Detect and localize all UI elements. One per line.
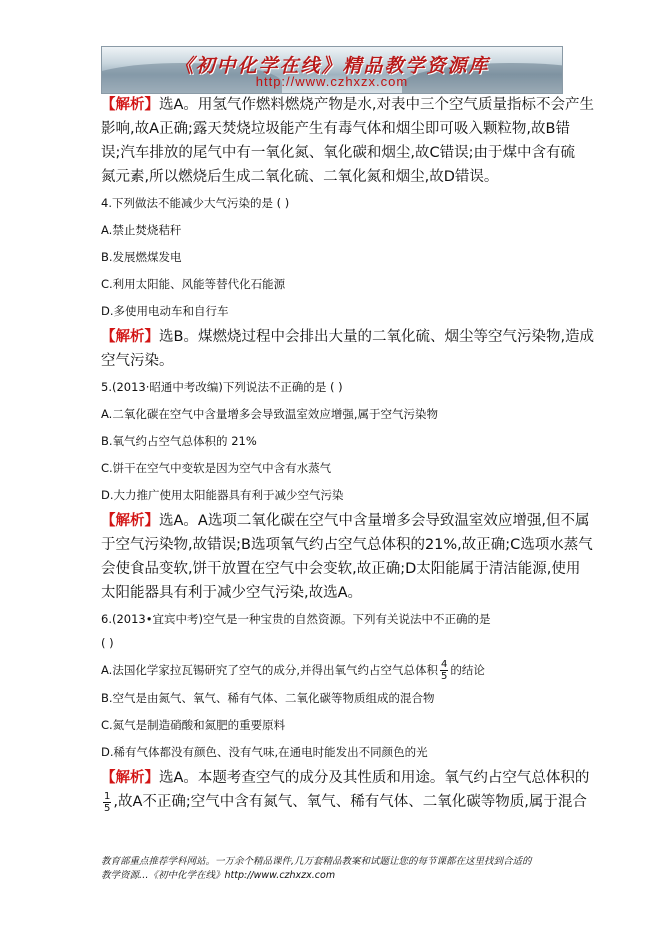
q6-analysis-line-1: 【解析】选A。本题考查空气的成分及其性质和用途。氧气约占空气总体积的 (101, 770, 590, 786)
q5-option-c: C.饼干在空气中变软是因为空气中含有水蒸气 (101, 461, 332, 475)
analysis-tag: 【解析】 (101, 770, 159, 786)
q5-analysis-line-4: 太阳能器具有利于减少空气污染,故选A。 (101, 585, 363, 601)
q4-analysis-line-1: 【解析】选B。煤燃烧过程中会排出大量的二氧化硫、烟尘等空气污染物,造成 (101, 329, 595, 345)
q6-analysis-line-2: $\frac{1}{5}$ ,故A不正确;空气中含有氮气、氧气、稀有气体、二氧化碳等物质,属于混合 (104, 790, 587, 814)
header-banner (101, 46, 563, 94)
q5-stem: 5.(2013·昭通中考改编)下列说法不正确的是 ( ) (101, 380, 343, 394)
q3-analysis-line-3: 误;汽车排放的尾气中有一氧化氮、氧化碳和烟尘,故C错误;由于煤中含有硫 (101, 145, 576, 161)
q4-option-c: C.利用太阳能、风能等替代化石能源 (101, 277, 286, 291)
q4-analysis-line-2: 空气污染。 (101, 353, 174, 369)
analysis-tag: 【解析】 (101, 513, 159, 529)
q3-analysis-line-1: 【解析】选A。用氢气作燃料燃烧产物是水,对表中三个空气质量指标不会产生 (101, 97, 595, 113)
q6-stem: 6.(2013•宜宾中考)空气是一种宝贵的自然资源。下列有关说法中不正确的是 (101, 612, 491, 626)
banner-title: 《初中化学在线》精品教学资源库 (174, 55, 490, 77)
footer-line-1: 教育部重点推荐学科网站。一万余个精品课件,几万套精品教案和试题让您的每节课都在这里找到合适的 (101, 856, 532, 867)
q6-option-b: B.空气是由氮气、氧气、稀有气体、二氧化碳等物质组成的混合物 (101, 691, 435, 705)
q5-analysis-line-2: 于空气污染物,故错误;B选项氧气约占空气总体积的21%,故正确;C选项水蒸气 (101, 537, 593, 553)
document-body (101, 93, 595, 814)
q6-option-d: D.稀有气体都没有颜色、没有气味,在通电时能发出不同颜色的光 (101, 745, 428, 759)
analysis-tag: 【解析】 (101, 97, 159, 113)
q6-option-c: C.氮气是制造硝酸和氮肥的重要原料 (101, 718, 286, 732)
page-footer (101, 855, 571, 883)
q3-analysis-line-2: 影响,故A正确;露天焚烧垃圾能产生有毒气体和烟尘即可吸入颗粒物,故B错 (101, 121, 570, 137)
q6-answer-paren: ( ) (101, 636, 114, 650)
q3-analysis-line-4: 氮元素,所以燃烧后生成二氧化硫、二氧化氮和烟尘,故D错误。 (101, 169, 499, 185)
q5-analysis-line-1: 【解析】选A。A选项二氧化碳在空气中含量增多会导致温室效应增强,但不属 (101, 513, 590, 529)
q5-option-d: D.大力推广使用太阳能器具有利于减少空气污染 (101, 488, 344, 502)
analysis-tag: 【解析】 (101, 329, 159, 345)
banner-url[interactable]: http://www.czhxzx.com (255, 74, 409, 89)
q4-option-b: B.发展燃煤发电 (101, 250, 182, 264)
q4-option-a: A.禁止焚烧秸秆 (101, 223, 182, 237)
fraction-one-fifth: $\frac{1}{5}$ (104, 790, 111, 814)
fraction-four-fifths: $\frac{4}{5}$ (440, 659, 448, 682)
footer-line-2: 教学资源…《初中化学在线》http://www.czhxzx.com (101, 870, 336, 881)
q5-option-b: B.氧气约占空气总体积的 21% (101, 434, 257, 448)
q6-option-a: A.法国化学家拉瓦锡研究了空气的成分,并得出氧气约占空气总体积 $\frac{4}{5}$ 的结论 (101, 659, 485, 682)
q5-analysis-line-3: 会使食品变软,饼干放置在空气中会变软,故正确;D太阳能属于清洁能源,使用 (101, 561, 581, 577)
q5-option-a: A.二氧化碳在空气中含量增多会导致温室效应增强,属于空气污染物 (101, 407, 438, 421)
q4-stem: 4.下列做法不能减少大气污染的是 ( ) (101, 196, 290, 210)
q4-option-d: D.多使用电动车和自行车 (101, 304, 229, 318)
